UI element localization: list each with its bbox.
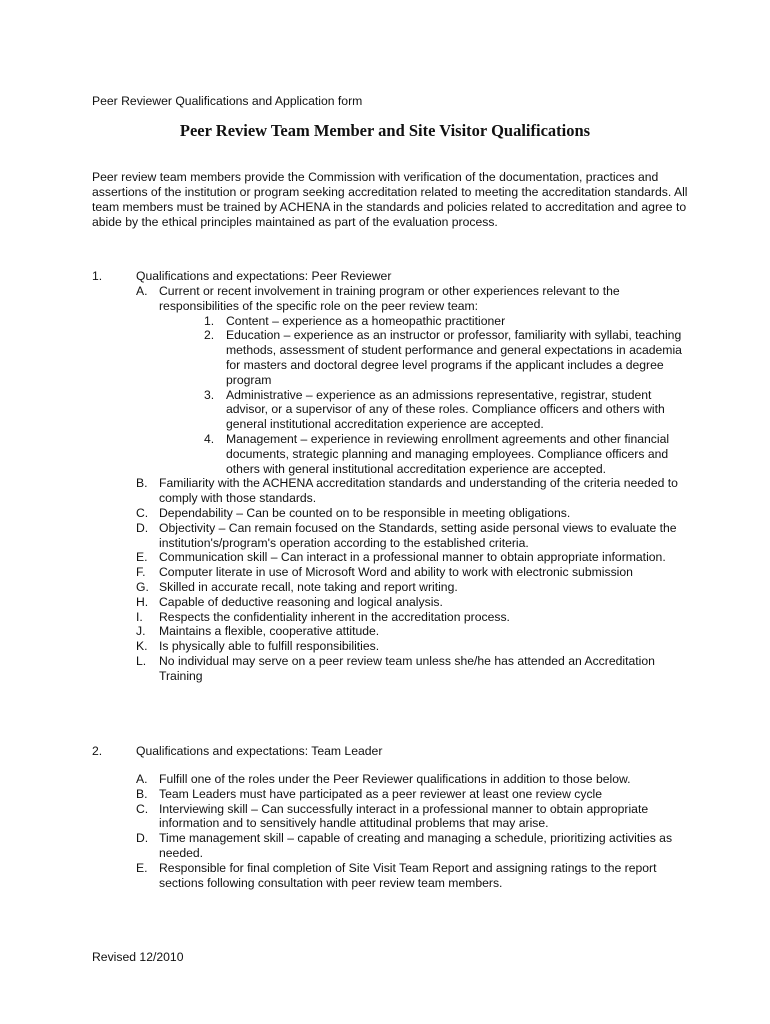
section-2-list [92,772,692,890]
list-item-2b [92,787,692,802]
sub-list [159,314,692,477]
item-label: E. [136,860,148,875]
list-item-1g [92,580,692,595]
sub-item-label: 4. [204,431,215,446]
list-item-1j [92,624,692,639]
section-1-list [92,284,692,684]
item-text: Team Leaders must have participated as a peer reviewer at least one review cycle [159,786,603,801]
item-text: Time management skill – capable of creating and managing a schedule, prioritizing activities as needed. [159,831,673,860]
list-item-2c [92,802,692,832]
list-item-1i [92,610,692,625]
item-text: No individual may serve on a peer review team unless she/he has attended an Accreditation Training [159,653,655,683]
item-text: Current or recent involvement in training program or other experiences relevant to the responsibilities of the specific role on the peer review team: [159,284,620,313]
item-text: Dependability – Can be counted on to be responsible in meeting obligations. [159,505,571,520]
list-item-1c [92,506,692,521]
intro-paragraph: Peer review team members provide the Commission with verification of the documentation, practices and assertions of the institution or program seeking accreditation related to meeting the accreditation standards. All team members must be trained by ACHENA in the standards and policies related to accreditation and agree to abide by the ethical principles maintained as part of the evaluation process. [92,170,688,229]
item-text: Capable of deductive reasoning and logical analysis. [159,594,443,609]
sub-item-label: 3. [204,387,215,402]
item-text: Fulfill one of the roles under the Peer Reviewer qualifications in addition to those below. [159,772,631,786]
item-label: H. [136,594,149,609]
item-text: Familiarity with the ACHENA accreditation standards and understanding of the criteria needed to comply with those standards. [159,476,678,506]
list-item-1h [92,595,692,610]
item-text: Responsible for final completion of Site Visit Team Report and assigning ratings to the report sections following consultation with peer review team members. [159,860,657,890]
item-text: Objectivity – Can remain focused on the Standards, setting aside personal views to evaluate the institution's/program's operation according to the established criteria. [159,520,677,550]
item-label: K. [136,639,148,654]
revision-date: Revised 12/2010 [92,950,184,964]
item-label: G. [136,579,149,594]
item-label: F. [136,565,146,580]
list-item-2a [92,772,692,787]
item-label: D. [136,831,149,846]
item-label: B. [136,476,148,491]
item-label: E. [136,550,148,565]
section-title: Qualifications and expectations: Peer Reviewer [136,269,392,283]
sub-item-administrative [92,388,692,432]
list-item-1b [92,476,692,506]
item-text: Is physically able to fulfill responsibilities. [159,639,380,654]
item-text: Respects the confidentiality inherent in the accreditation process. [159,609,510,624]
list-item-1f [92,565,692,580]
list-item-1a [92,284,692,476]
page-title: Peer Review Team Member and Site Visitor Qualifications [179,121,591,140]
sub-item-text: Management – experience in reviewing enrollment agreements and other financial documents, strategic planning and managing employees. Compliance officers and others with general institutional accreditation experience are accepted. [226,431,670,476]
item-label: L. [136,653,147,668]
sub-item-label: 2. [204,328,215,343]
sub-item-text: Content – experience as a homeopathic practitioner [226,313,506,328]
section-number: 1. [92,269,103,283]
item-label: D. [136,520,149,535]
item-label: C. [136,801,149,816]
list-item-1d [92,521,692,551]
item-text: Maintains a flexible, cooperative attitude. [159,624,380,639]
item-text: Skilled in accurate recall, note taking and report writing. [159,579,458,594]
item-label: B. [136,786,148,801]
list-item-2d [92,831,692,861]
item-label: J. [136,624,146,639]
sub-item-label: 1. [204,313,215,328]
sub-item-text: Administrative – experience as an admissions representative, registrar, student advisor, or a supervisor of any of these roles. Compliance officers and others with general institutional accreditation experience are accepted. [226,387,665,432]
item-label: I. [136,609,143,624]
section-number: 2. [92,744,103,758]
sub-item-education [92,328,692,387]
section-title: Qualifications and expectations: Team Leader [136,744,383,758]
item-text: Computer literate in use of Microsoft Word and ability to work with electronic submission [159,565,633,580]
document-header: Peer Reviewer Qualifications and Application form [92,94,363,108]
list-item-1k [92,639,692,654]
item-text: Interviewing skill – Can successfully interact in a professional manner to obtain appropriate information and to sensitively handle attitudinal problems that may arise. [159,801,649,831]
item-label: A. [136,284,148,298]
list-item-2e [92,861,692,891]
sub-item-content [92,314,692,329]
sub-item-text: Education – experience as an instructor or professor, familiarity with syllabi, teaching methods, assessment of student performance and general expectations in academia for masters and doctoral degree level programs if the applicant includes a degree program [226,328,682,387]
sub-item-management [92,432,692,476]
item-text: Communication skill – Can interact in a professional manner to obtain appropriate information. [159,550,666,565]
list-item-1e [92,550,692,565]
item-label: A. [136,772,148,786]
list-item-1l [92,654,692,684]
item-label: C. [136,505,149,520]
